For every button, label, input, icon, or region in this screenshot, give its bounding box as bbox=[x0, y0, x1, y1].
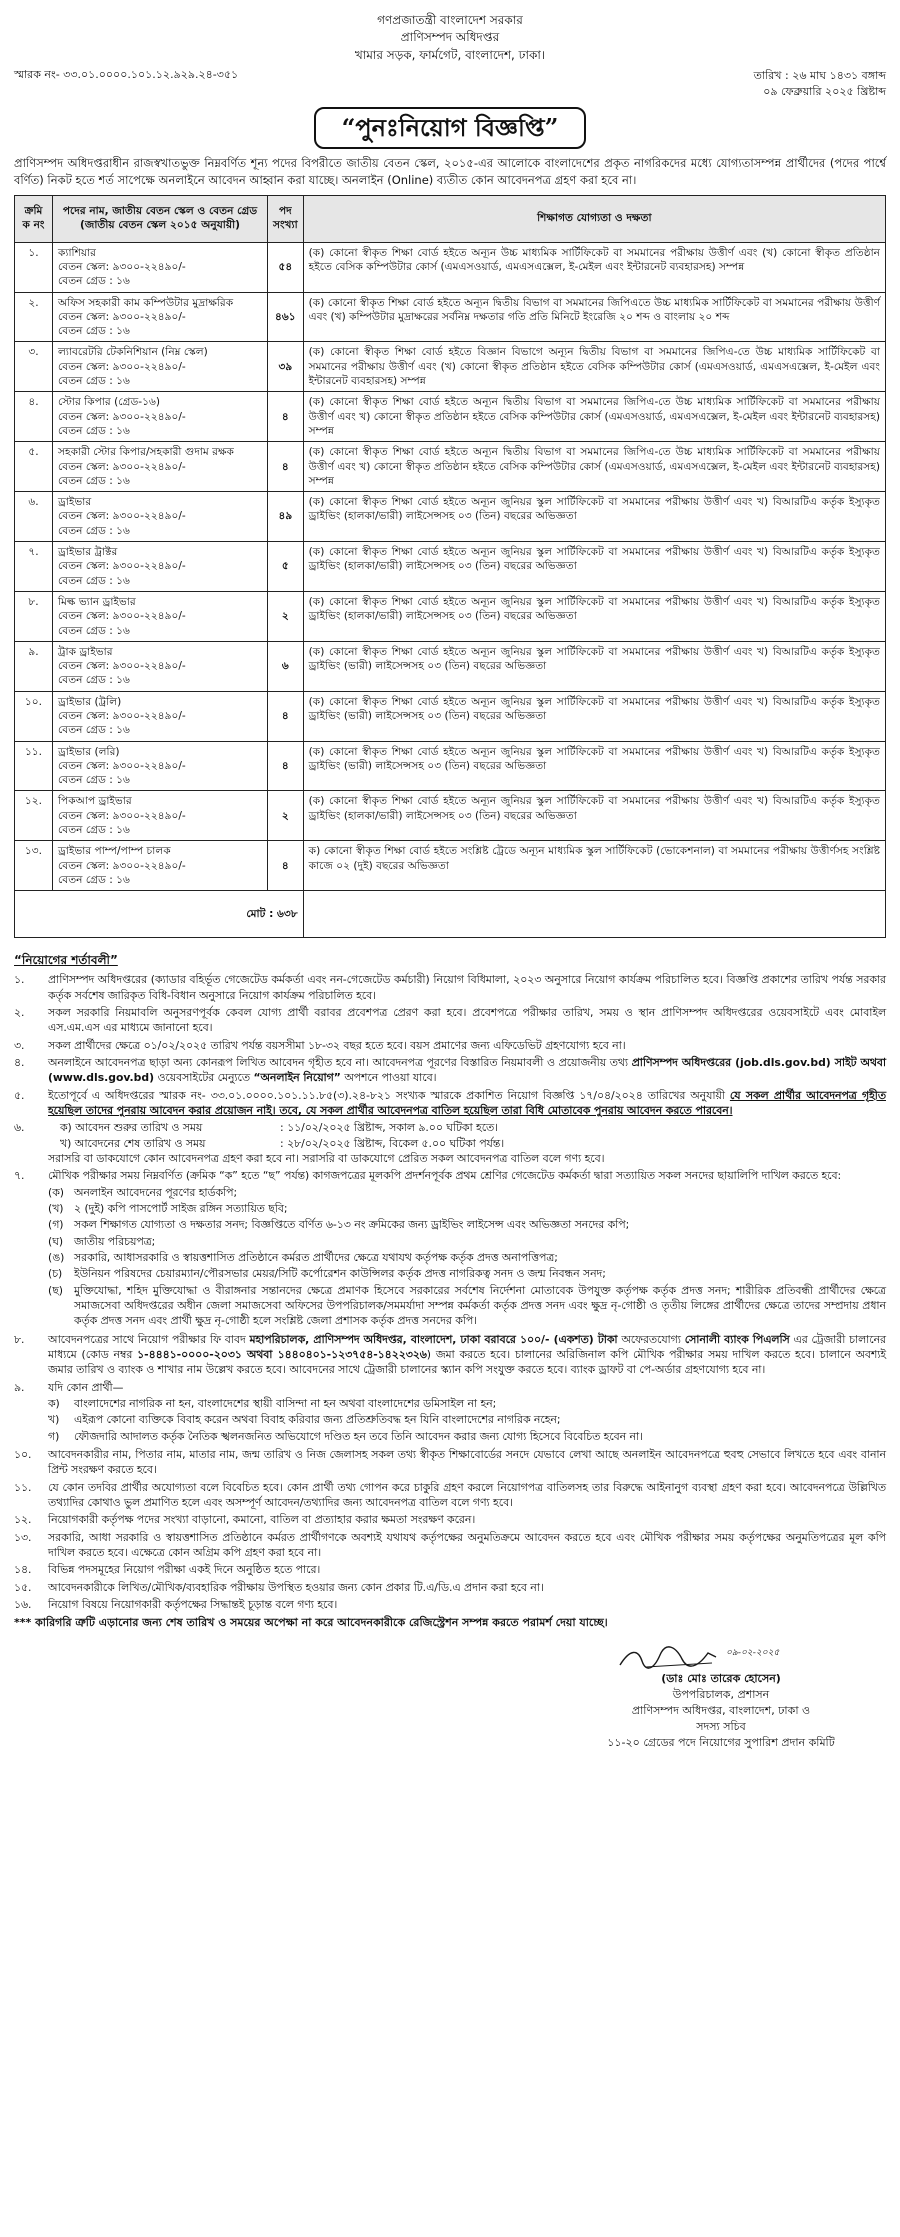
qualification: ক) কোনো স্বীকৃত শিক্ষা বোর্ড হইতে সংশ্লিষ্ট ট্রেডে অন্যূন মাধ্যমিক স্কুল সার্টিফিকেট (ভোকেশনাল) বা সমমানের পরীক্ষায় উত্তীর্ণসহ সংশ্লিষ্ট কাজে ০২ (দুই) বছরের অভিজ্ঞতা bbox=[303, 841, 885, 891]
registration-advice: *** কারিগরি ত্রুটি এড়ানোর জন্য শেষ তারিখ ও সময়ের অপেক্ষা না করে আবেদনকারীকে রেজিস্ট্রেশন সম্পন্ন করতে পরামর্শ দেয়া যাচ্ছে। bbox=[14, 1616, 608, 1630]
header-post: পদের নাম, জাতীয় বেতন স্কেল ও বেতন গ্রেড (জাতীয় বেতন স্কেল ২০১৫ অনুযায়ী) bbox=[53, 195, 268, 242]
total-empty-cell bbox=[303, 891, 885, 938]
pay-grade: বেতন গ্রেড : ১৬ bbox=[58, 824, 130, 837]
qualification: (ক) কোনো স্বীকৃত শিক্ষা বোর্ড হইতে অন্যূন দ্বিতীয় বিভাগ বা সমমানের জিপিএ-তে উচ্চ মাধ্যমিক সার্টিফিকেট বা সমমানের পরীক্ষায় উত্তীর্ণ এবং খ) কোনো স্বীকৃত প্রতিষ্ঠান হইতে বেসিক কম্পিউটার কোর্স (এমএসওয়ার্ড, এমএসএক্সেল, ই-মেইল এবং ইন্টারনেট ব্যবহারসহ) সম্পন্ন bbox=[303, 392, 885, 442]
row-post bbox=[53, 542, 268, 592]
memo-number: স্মারক নং- ৩৩.০১.০০০০.১০১.১২.৯২৯.২৪-৩৫১ bbox=[14, 68, 239, 82]
pay-scale: বেতন স্কেল: ৯৩০০-২২৪৯০/- bbox=[58, 510, 186, 523]
post-name: ড্রাইভার পাম্প/পাম্প চালক bbox=[58, 845, 171, 858]
date-gregorian: ০৯ ফেব্রুয়ারি ২০২৫ খ্রিষ্টাব্দ bbox=[763, 84, 886, 98]
post-name: ড্রাইভার (ট্রলি) bbox=[58, 695, 122, 708]
row-serial: ১. bbox=[15, 242, 53, 292]
pay-scale: বেতন স্কেল: ৯৩০০-২২৪৯০/- bbox=[58, 759, 186, 772]
post-count: ৪ bbox=[268, 392, 304, 442]
qualification: (ক) কোনো স্বীকৃত শিক্ষা বোর্ড হইতে অন্যূন জুনিয়র স্কুল সার্টিফিকেট বা সমমানের পরীক্ষায় উত্তীর্ণ এবং খ) বিআরটিএ কর্তৃক ইস্যুকৃত ড্রাইভিং (ভারী) লাইসেন্সসহ ০৩ (তিন) বছরের অভিজ্ঞতা bbox=[303, 691, 885, 741]
table-row bbox=[15, 641, 886, 691]
row-serial: ৫. bbox=[15, 442, 53, 492]
disqualification-list bbox=[48, 1396, 886, 1444]
list-item: (চ) ইউনিয়ন পরিষদের চেয়ারম্যান/পৌরসভার মেয়র/সিটি কর্পোরেশন কাউন্সিলর কর্তৃক প্রদত্ত নাগরিকত্ব সনদ ও জন্ম নিবন্ধন সনদ; bbox=[48, 1267, 606, 1281]
pay-scale: বেতন স্কেল: ৯৩০০-২২৪৯০/- bbox=[58, 809, 186, 822]
pay-grade: বেতন গ্রেড : ১৬ bbox=[58, 774, 130, 787]
table-row bbox=[15, 442, 886, 492]
pay-grade: বেতন গ্রেড : ১৬ bbox=[58, 574, 130, 587]
qualification: (ক) কোনো স্বীকৃত শিক্ষা বোর্ড হইতে অন্যূন উচ্চ মাধ্যমিক সার্টিফিকেট বা সমমানের পরীক্ষায় উত্তীর্ণ এবং (খ) কোনো স্বীকৃত প্রতিষ্ঠান হইতে বেসিক কম্পিউটার কোর্স (এমএসওয়ার্ড, এমএসএক্সেল, ই-মেইল এবং ইন্টারনেট ব্যবহারসহ) সম্পন্ন bbox=[303, 242, 885, 292]
table-row bbox=[15, 292, 886, 342]
table-row bbox=[15, 342, 886, 392]
table-row bbox=[15, 741, 886, 791]
row-serial: ১২. bbox=[15, 791, 53, 841]
pay-grade: বেতন গ্রেড : ১৬ bbox=[58, 724, 130, 737]
post-name: পিকআপ ড্রাইভার bbox=[58, 795, 132, 808]
condition-4: ৪. অনলাইনে আবেদনপত্র ছাড়া অন্য কোনরূপ লিখিত আবেদন গৃহীত হবে না। আবেদনপত্র পূরণের বিস্তারিত নিয়মাবলী ও প্রয়োজনীয় তথ্য প্রাণিসম্পদ অধিদপ্তরের (job.dls.gov.bd) সাইট অথবা (www.dls.gov.bd) ওয়েবসাইটের মেন্যুতে “অনলাইন নিয়োগ” অপশনে পাওয়া যাবে। bbox=[14, 1056, 887, 1085]
header-qualification: শিক্ষাগত যোগ্যতা ও দক্ষতা bbox=[303, 195, 885, 242]
date-bangla: তারিখ : ২৬ মাঘ ১৪৩১ বঙ্গাব্দ bbox=[753, 69, 886, 83]
qualification: (ক) কোনো স্বীকৃত শিক্ষা বোর্ড হইতে অন্যূন দ্বিতীয় বিভাগ বা সমমানের জিপিএ-তে উচ্চ মাধ্যমিক সার্টিফিকেট বা সমমানের পরীক্ষায় উত্তীর্ণ এবং খ) কোনো স্বীকৃত প্রতিষ্ঠান হইতে বেসিক কম্পিউটার কোর্স (এমএসওয়ার্ড, এমএসএক্সেল, ই-মেইল এবং ইন্টারনেট ব্যবহারসহ) সম্পন্ন bbox=[303, 442, 885, 492]
row-post bbox=[53, 492, 268, 542]
condition-5: ৫. ইতোপূর্বে এ অধিদপ্তরের স্মারক নং- ৩৩.০১.০০০০.১০১.১১.৮৫(৩).২৪-৮২১ সংখ্যক স্মারকে প্রকাশিত নিয়োগ বিজ্ঞপ্তি ১৭/০৪/২০২৪ তারিখের অনুযায়ী যে সকল প্রার্থীর আবেদনপত্র গৃহীত হয়েছিল তাদের পুনরায় আবেদন করার প্রয়োজন নাই। তবে, যে সকল প্রার্থীর আবেদনপত্র বাতিল হয়েছিল তারা বিধি মোতাবেক পুনরায় আবেদন করতে পারবেন। bbox=[14, 1088, 886, 1118]
pay-grade: বেতন গ্রেড : ১৬ bbox=[58, 474, 130, 487]
pay-grade: বেতন গ্রেড : ১৬ bbox=[58, 275, 130, 288]
pay-scale: বেতন স্কেল: ৯৩০০-২২৪৯০/- bbox=[58, 660, 186, 673]
list-item: (ঘ) জাতীয় পরিচয়পত্র; bbox=[48, 1234, 156, 1248]
condition-7: ৭. মৌখিক পরীক্ষার সময় নিম্নবর্ণিত (ক্রমিক “ক” হতে “ছ” পর্যন্ত) কাগজপত্রের মূলকপি প্রদর্শনপূর্বক প্রথম শ্রেণির গেজেটেড কর্মকর্তা দ্বারা সত্যায়িত সকল সনদের ছায়ালিপি দাখিল করতে হবে: (ক) অনলাইন আবেদনের পূরণের হার্ডকপি; (খ) ২ (দুই) কপি পাসপোর্ট সাইজ রঙ্গিন সত্যায়িত ছবি; (গ) সকল শিক্ষাগত যোগ্যতা ও দক্ষতার সনদ; বিজ্ঞপ্তিতে বর্ণিত ৬-১৩ নং ক্রমিকের জন্য ড্রাইভিং লাইসেন্স এবং অভিজ্ঞতা সনদের কপি; (ঘ) জাতীয় পরিচয়পত্র; (ঙ) সরকারি, আধাসরকারি ও স্বায়ত্তশাসিত প্রতিষ্ঠানে কর্মরত প্রার্থীদের ক্ষেত্রে যথাযথ কর্তৃপক্ষ কর্তৃক প্রদত্ত অনাপত্তিপত্র; (চ) ইউনিয়ন পরিষদের চেয়ারম্যান/পৌরসভার মেয়র/সিটি কর্পোরেশন কাউন্সিলর কর্তৃক প্রদত্ত নাগরিকত্ব সনদ ও জন্ম নিবন্ধন সনদ; (ছ) মুক্তিযোদ্ধা, শহিদ মুক্তিযোদ্ধা ও বীরাঙ্গনার সন্তানদের ক্ষেত্রে প্রমাণক হিসেবে সরকারের সর্বশেষ নির্দেশনা মোতাবেক উপযুক্ত কর্তৃপক্ষ কর্তৃক প্রদত্ত সনদ; শারীরিক প্রতিবন্ধী প্রার্থীদের ক্ষেত্রে সমাজসেবা অধিদপ্তরের অধীন জেলা সমাজসেবা অফিসের উপপরিচালক/সমমর্যাদা সম্পন্ন কর্মকর্তা কর্তৃক প্রদত্ত সনদ এবং ক্ষুদ্র নৃ-গোষ্ঠী ও তৃতীয় লিঙ্গের প্রার্থীদের ক্ষেত্রে তাদের সম্প্রদায় প্রধান কর্তৃক প্রদত্ত সনদ এবং প্রার্থী ক্ষুদ্র নৃ-গোষ্ঠী হলে সংশ্লিষ্ট জেলা প্রশাসক কর্তৃক প্রদত্ত সনদের কপি। bbox=[14, 1169, 886, 1328]
row-post bbox=[53, 791, 268, 841]
post-name: স্টোর কিপার (গ্রেড-১৬) bbox=[58, 396, 160, 409]
condition-16: ১৬. নিয়োগ বিষয়ে নিয়োগকারী কর্তৃপক্ষের সিদ্ধান্তই চূড়ান্ত বলে গণ্য হবে। bbox=[14, 1597, 338, 1611]
table-row bbox=[15, 492, 886, 542]
condition-1: ১. প্রাণিসম্পদ অধিদপ্তরের (ক্যাডার বহির্ভূত গেজেটেড কর্মকর্তা এবং নন-গেজেটেড কর্মচারী) নিয়োগ বিধিমালা, ২০২৩ অনুসারে নিয়োগ কার্যক্রম পরিচালিত হবে। বিজ্ঞপ্তি প্রকাশের তারিখ পর্যন্ত সরকার কর্তৃক সর্বশেষ জারিকৃত বিধি-বিধান অনুসারে নিয়োগ কার্যক্রম পরিচালিত হবে। bbox=[14, 973, 886, 1002]
signature-block bbox=[556, 1643, 886, 1751]
conditions-list bbox=[14, 972, 886, 1630]
row-serial: ৭. bbox=[15, 542, 53, 592]
list-item: (গ) সকল শিক্ষাগত যোগ্যতা ও দক্ষতার সনদ; বিজ্ঞপ্তিতে বর্ণিত ৬-১৩ নং ক্রমিকের জন্য ড্রাইভিং লাইসেন্স এবং অভিজ্ঞতা সনদের কপি; bbox=[48, 1218, 630, 1232]
row-serial: ৪. bbox=[15, 392, 53, 442]
signature-date: ০৯-০২-২০২৫ bbox=[726, 1647, 780, 1658]
condition-10: ১০. আবেদনকারীর নাম, পিতার নাম, মাতার নাম, জন্ম তারিখ ও নিজ জেলাসহ সকল তথ্য স্বীকৃত শিক্ষাবোর্ডের সনদে যেভাবে লেখা আছে অনলাইন আবেদনপত্রে হুবহু সেভাবে লিখতে হবে এবং বানান প্রিন্ট সংরক্ষণ করতে হবে। bbox=[14, 1447, 886, 1477]
post-name: ল্যাবরেটরি টেকনিশিয়ান (নিম্ন স্কেল) bbox=[58, 346, 208, 359]
department-address: খামার সড়ক, ফার্মগেট, বাংলাদেশ, ঢাকা। bbox=[354, 47, 546, 62]
post-count: ২ bbox=[268, 591, 304, 641]
pay-grade: বেতন গ্রেড : ১৬ bbox=[58, 424, 130, 437]
qualification: (ক) কোনো স্বীকৃত শিক্ষা বোর্ড হইতে অন্যূন জুনিয়র স্কুল সার্টিফিকেট বা সমমানের পরীক্ষায় উত্তীর্ণ এবং খ) বিআরটিএ কর্তৃক ইস্যুকৃত ড্রাইভিং (হালকা/ভারী) লাইসেন্সসহ ০৩ (তিন) বছরের অভিজ্ঞতা bbox=[303, 791, 885, 841]
row-serial: ৮. bbox=[15, 591, 53, 641]
post-name: অফিস সহকারী কাম কম্পিউটার মুদ্রাক্ষরিক bbox=[58, 296, 234, 309]
dls-website-link[interactable]: প্রাণিসম্পদ অধিদপ্তরের (job.dls.gov.bd) সাইট অথবা (www.dls.gov.bd) bbox=[48, 1056, 887, 1085]
post-name: ক্যাশিয়ার bbox=[58, 246, 96, 259]
post-count: ৪ bbox=[268, 691, 304, 741]
row-post bbox=[53, 392, 268, 442]
signatory-office: প্রাণিসম্পদ অধিদপ্তর, বাংলাদেশ, ঢাকা ও bbox=[631, 1703, 811, 1717]
row-serial: ৬. bbox=[15, 492, 53, 542]
application-dates bbox=[60, 1120, 886, 1151]
signatory-designation: উপপরিচালক, প্রশাসন bbox=[672, 1687, 770, 1701]
post-count: ৪ bbox=[268, 741, 304, 791]
list-item: (ক) অনলাইন আবেদনের পূরণের হার্ডকপি; bbox=[48, 1185, 238, 1199]
condition-8: ৮. আবেদনপত্রের সাথে নিয়োগ পরীক্ষার ফি বাবদ মহাপরিচালক, প্রাণিসম্পদ অধিদপ্তর, বাংলাদেশ, ঢাকা বরাবরে ১০০/- (একশত) টাকা অফেরতযোগ্য সোনালী ব্যাংক পিএলসি এর ট্রেজারী চালানের মাধ্যমে (কোড নম্বর ১-৪৪৪১-০০০০-২০৩১ অথবা ১৪৪০৪০১-১২৩৭৫৪-১৪২২৩২৬) জমা করতে হবে। চালানের অরিজিনাল কপি মৌখিক পরীক্ষার সময় দাখিল করতে হবে। চালানে অবশ্যই জমার তারিখ ও ব্যাংক ও শাখার নাম উল্লেখ করতে হবে। আবেদনের সাথে ট্রেজারী চালানের স্ক্যান কপি সংযুক্ত করতে হবে। ব্যাংক ড্রাফট বা পে-অর্ডার গ্রহণযোগ্য হবে না। bbox=[14, 1332, 886, 1377]
govt-name: গণপ্রজাতন্ত্রী বাংলাদেশ সরকার bbox=[377, 13, 523, 27]
post-count: ৪ bbox=[268, 841, 304, 891]
condition-13: ১৩. সরকারি, আধা সরকারি ও স্বায়ত্তশাসিত প্রতিষ্ঠানে কর্মরত প্রার্থীগণকে অবশ্যই যথাযথ কর্তৃপক্ষের অনুমতিক্রমে আবেদন করতে হবে এবং মৌখিক পরীক্ষার সময় কর্তৃপক্ষের অনুমতিপত্রের মূল কপি দাখিল করতে হবে। এক্ষেত্রে কোন অগ্রিম কপি গ্রহণ করা হবে না। bbox=[14, 1530, 886, 1559]
qualification: (ক) কোনো স্বীকৃত শিক্ষা বোর্ড হইতে বিজ্ঞান বিভাগে অন্যূন দ্বিতীয় বিভাগ বা সমমানের জিপিএ-তে উচ্চ মাধ্যমিক সার্টিফিকেট বা সমমানের পরীক্ষায় উত্তীর্ণ এবং (খ) কোনো স্বীকৃত প্রতিষ্ঠান হইতে বেসিক কম্পিউটার কোর্স (এমএসওয়ার্ড, এমএসএক্সেল, ই-মেইল এবং ইন্টারনেট ব্যবহারসহ) সম্পন্ন bbox=[303, 342, 885, 392]
list-item: ক) বাংলাদেশের নাগরিক না হন, বাংলাদেশের স্থায়ী বাসিন্দা না হন অথবা বাংলাদেশের ডমিসাইল না হন; bbox=[48, 1396, 497, 1410]
list-item: খ) এইরূপ কোনো ব্যক্তিকে বিবাহ করেন অথবা বিবাহ করিবার জন্য প্রতিশ্রুতিবদ্ধ হন যিনি বাংলাদেশের নাগরিক নহেন; bbox=[48, 1413, 561, 1427]
list-item: (খ) ২ (দুই) কপি পাসপোর্ট সাইজ রঙ্গিন সত্যায়িত ছবি; bbox=[48, 1202, 288, 1216]
row-post bbox=[53, 342, 268, 392]
qualification: (ক) কোনো স্বীকৃত শিক্ষা বোর্ড হইতে অন্যূন দ্বিতীয় বিভাগ বা সমমানের জিপিএতে উচ্চ মাধ্যমিক সার্টিফিকেট বা সমমানের পরীক্ষায় উত্তীর্ণ এবং (খ) কম্পিউটার মুদ্রাক্ষরের সর্বনিম্ন দক্ষতার গতি প্রতি মিনিটে ইংরেজি ২০ শব্দ ও বাংলায় ২০ শব্দ bbox=[303, 292, 885, 342]
list-item: (ঙ) সরকারি, আধাসরকারি ও স্বায়ত্তশাসিত প্রতিষ্ঠানে কর্মরত প্রার্থীদের ক্ষেত্রে যথাযথ কর্তৃপক্ষ কর্তৃক প্রদত্ত অনাপত্তিপত্র; bbox=[48, 1251, 558, 1265]
application-start: ক) আবেদন শুরুর তারিখ ও সময় : ১১/০২/২০২৫ খ্রিষ্টাব্দ, সকাল ৯.০০ ঘটিকা হতে। bbox=[60, 1121, 498, 1135]
conditions-title: “নিয়োগের শর্তাবলী” bbox=[14, 953, 118, 968]
pay-grade: বেতন গ্রেড : ১৬ bbox=[58, 375, 130, 388]
qualification: (ক) কোনো স্বীকৃত শিক্ষা বোর্ড হইতে অন্যূন জুনিয়র স্কুল সার্টিফিকেট বা সমমানের পরীক্ষায় উত্তীর্ণ এবং খ) বিআরটিএ কর্তৃক ইস্যুকৃত ড্রাইভিং (ভারী) লাইসেন্সসহ ০৩ (তিন) বছরের অভিজ্ঞতা bbox=[303, 641, 885, 691]
condition-12: ১২. নিয়োগকারী কর্তৃপক্ষ পদের সংখ্যা বাড়ানো, কমানো, বাতিল বা প্রত্যাহার করার ক্ষমতা সংরক্ষণ করেন। bbox=[14, 1513, 476, 1527]
post-name: মিল্ক ভ্যান ড্রাইভার bbox=[58, 595, 136, 608]
signature bbox=[556, 1643, 886, 1671]
vacancy-rows bbox=[15, 242, 886, 891]
row-post bbox=[53, 691, 268, 741]
pay-scale: বেতন স্কেল: ৯৩০০-২২৪৯০/- bbox=[58, 410, 186, 423]
pay-grade: বেতন গ্রেড : ১৬ bbox=[58, 325, 130, 338]
department-name: প্রাণিসম্পদ অধিদপ্তর bbox=[400, 30, 500, 45]
header-count: পদ সংখ্যা bbox=[268, 195, 304, 242]
qualification: (ক) কোনো স্বীকৃত শিক্ষা বোর্ড হইতে অন্যূন জুনিয়র স্কুল সার্টিফিকেট বা সমমানের পরীক্ষায় উত্তীর্ণ এবং খ) বিআরটিএ কর্তৃক ইস্যুকৃত ড্রাইভিং (ভারী) লাইসেন্সসহ ০৩ (তিন) বছরের অভিজ্ঞতা bbox=[303, 741, 885, 791]
row-serial: ১৩. bbox=[15, 841, 53, 891]
reference-row bbox=[14, 68, 886, 99]
post-name: ট্রাক ড্রাইভার bbox=[58, 645, 113, 658]
pay-grade: বেতন গ্রেড : ১৬ bbox=[58, 674, 130, 687]
row-post bbox=[53, 292, 268, 342]
post-name: ড্রাইভার (লরি) bbox=[58, 745, 120, 758]
row-post bbox=[53, 641, 268, 691]
row-post bbox=[53, 591, 268, 641]
pay-grade: বেতন গ্রেড : ১৬ bbox=[58, 624, 130, 637]
pay-scale: বেতন স্কেল: ৯৩০০-২২৪৯০/- bbox=[58, 260, 186, 273]
row-serial: ২. bbox=[15, 292, 53, 342]
qualification: (ক) কোনো স্বীকৃত শিক্ষা বোর্ড হইতে অন্যূন জুনিয়র স্কুল সার্টিফিকেট বা সমমানের পরীক্ষায় উত্তীর্ণ এবং খ) বিআরটিএ কর্তৃক ইস্যুকৃত ড্রাইভিং (হালকা/ভারী) লাইসেন্সসহ ০৩ (তিন) বছরের অভিজ্ঞতা bbox=[303, 542, 885, 592]
list-item: (ছ) মুক্তিযোদ্ধা, শহিদ মুক্তিযোদ্ধা ও বীরাঙ্গনার সন্তানদের ক্ষেত্রে প্রমাণক হিসেবে সরকারের সর্বশেষ নির্দেশনা মোতাবেক উপযুক্ত কর্তৃপক্ষ কর্তৃক প্রদত্ত সনদ; শারীরিক প্রতিবন্ধী প্রার্থীদের ক্ষেত্রে সমাজসেবা অধিদপ্তরের অধীন জেলা সমাজসেবা অফিসের উপপরিচালক/সমমর্যাদা সম্পন্ন কর্মকর্তা কর্তৃক প্রদত্ত সনদ এবং ক্ষুদ্র নৃ-গোষ্ঠী ও তৃতীয় লিঙ্গের প্রার্থীদের ক্ষেত্রে তাদের সম্প্রদায় প্রধান কর্তৃক প্রদত্ত সনদ এবং প্রার্থী ক্ষুদ্র নৃ-গোষ্ঠী হলে সংশ্লিষ্ট জেলা প্রশাসক কর্তৃক প্রদত্ত সনদের কপি। bbox=[48, 1283, 886, 1328]
pay-scale: বেতন স্কেল: ৯৩০০-২২৪৯০/- bbox=[58, 859, 186, 872]
header-serial: ক্রমি ক নং bbox=[15, 195, 53, 242]
table-row bbox=[15, 841, 886, 891]
pay-scale: বেতন স্কেল: ৯৩০০-২২৪৯০/- bbox=[58, 460, 186, 473]
post-count: ৫৪ bbox=[268, 242, 304, 292]
condition-14: ১৪. বিভিন্ন পদসমূহের নিয়োগ পরীক্ষা একই দিনে অনুষ্ঠিত হতে পারে। bbox=[14, 1563, 321, 1577]
pay-grade: বেতন গ্রেড : ১৬ bbox=[58, 524, 130, 537]
letterhead bbox=[14, 12, 886, 64]
condition-9: ৯. যদি কোন প্রার্থী— ক) বাংলাদেশের নাগরিক না হন, বাংলাদেশের স্থায়ী বাসিন্দা না হন অথবা বাংলাদেশের ডমিসাইল না হন; খ) এইরূপ কোনো ব্যক্তিকে বিবাহ করেন অথবা বিবাহ করিবার জন্য প্রতিশ্রুতিবদ্ধ হন যিনি বাংলাদেশের নাগরিক নহেন; গ) ফৌজদারি আদালত কর্তৃক নৈতিক স্খলনজনিত অভিযোগে দণ্ডিত হন তবে তিনি আবেদন করার জন্য যোগ্য হিসেবে বিবেচিত হবেন না। bbox=[14, 1380, 886, 1445]
signature-area bbox=[14, 1643, 886, 1751]
application-end: খ) আবেদনের শেষ তারিখ ও সময় : ২৮/০২/২০২৫ খ্রিষ্টাব্দ, বিকেল ৫.০০ ঘটিকা পর্যন্ত। bbox=[60, 1136, 505, 1150]
post-count: ৪ bbox=[268, 442, 304, 492]
row-post bbox=[53, 741, 268, 791]
documents-list bbox=[48, 1185, 886, 1329]
post-count: ৪৬১ bbox=[268, 292, 304, 342]
condition-11: ১১. যে কোন তদবির প্রার্থীর অযোগ্যতা বলে বিবেচিত হবে। কোন প্রার্থী তথ্য গোপন করে চাকুরি গ্রহণ করলে নিয়োগপত্র বাতিলসহ তার বিরুদ্ধে আইনানুগ ব্যবস্থা গ্রহণ করা হবে। আবেদনপত্রে উল্লিখিত তথ্যাদির কোথাও ভুল প্রমাণিত হলে এবং অসম্পূর্ণ আবেদন/তথ্যাদির জন্য আবেদনপত্র বাতিল বলে গণ্য হবে। bbox=[14, 1480, 886, 1509]
signatory-name: (ডাঃ মোঃ তারেক হোসেন) bbox=[661, 1671, 781, 1685]
post-count: ৪৯ bbox=[268, 492, 304, 542]
treasury-code: ১-৪৪৪১-০০০০-২০৩১ অথবা ১৪৪০৪০১-১২৩৭৫৪-১৪২২৩২৬ bbox=[137, 1348, 427, 1361]
condition-3: ৩. সকল প্রার্থীদের ক্ষেত্রে ০১/০২/২০২৫ তারিখ পর্যন্ত বয়সসীমা ১৮-৩২ বছর হতে হবে। বয়স প্রমাণের জন্য এফিডেভিট গ্রহণযোগ্য হবে না। bbox=[14, 1038, 626, 1052]
qualification: (ক) কোনো স্বীকৃত শিক্ষা বোর্ড হইতে অন্যূন জুনিয়র স্কুল সার্টিফিকেট বা সমমানের পরীক্ষায় উত্তীর্ণ এবং খ) বিআরটিএ কর্তৃক ইস্যুকৃত ড্রাইভিং (হালকা/ভারী) লাইসেন্সসহ ০৩ (তিন) বছরের অভিজ্ঞতা bbox=[303, 492, 885, 542]
post-count: ৬ bbox=[268, 641, 304, 691]
title-wrap bbox=[14, 107, 886, 149]
row-post bbox=[53, 242, 268, 292]
table-row bbox=[15, 392, 886, 442]
pay-scale: বেতন স্কেল: ৯৩০০-২২৪৯০/- bbox=[58, 560, 186, 573]
row-post bbox=[53, 841, 268, 891]
table-row bbox=[15, 542, 886, 592]
post-count: ৩৯ bbox=[268, 342, 304, 392]
list-item: গ) ফৌজদারি আদালত কর্তৃক নৈতিক স্খলনজনিত অভিযোগে দণ্ডিত হন তবে তিনি আবেদন করার জন্য যোগ্য হিসেবে বিবেচিত হবেন না। bbox=[48, 1429, 643, 1443]
intro-paragraph: প্রাণিসম্পদ অধিদপ্তরাধীন রাজস্বখাতভুক্ত নিম্নবর্ণিত শূন্য পদের বিপরীতে জাতীয় বেতন স্কেল, ২০১৫-এর আলোকে বাংলাদেশের প্রকৃত নাগরিকদের মধ্যে যোগ্যতাসম্পন্ন প্রার্থীদের (পদের পার্শ্বে বর্ণিত) নিকট হতে শর্ত সাপেক্ষে অনলাইনে আবেদন আহ্বান করা যাচ্ছে। অনলাইন (Online) ব্যতীত কোন আবেদনপত্র গ্রহণ করা হবে না। bbox=[14, 156, 886, 188]
table-row bbox=[15, 791, 886, 841]
post-name: ড্রাইভার ট্রাক্টর bbox=[58, 546, 118, 559]
table-row bbox=[15, 242, 886, 292]
application-mode-note: সরাসরি বা ডাকযোগে কোন আবেদনপত্র গ্রহণ করা হবে না। সরাসরি বা ডাকযোগে প্রেরিত সকল আবেদনপত্র বাতিল বলে গণ্য হবে। bbox=[48, 1152, 605, 1166]
signatory-committee: ১১-২০ গ্রেডের পদে নিয়োগের সুপারিশ প্রদান কমিটি bbox=[607, 1735, 835, 1749]
signatory-role: সদস্য সচিব bbox=[696, 1719, 746, 1733]
table-header-row bbox=[15, 195, 886, 242]
table-row bbox=[15, 591, 886, 641]
row-post bbox=[53, 442, 268, 492]
qualification: (ক) কোনো স্বীকৃত শিক্ষা বোর্ড হইতে অন্যূন জুনিয়র স্কুল সার্টিফিকেট বা সমমানের পরীক্ষায় উত্তীর্ণ এবং খ) বিআরটিএ কর্তৃক ইস্যুকৃত ড্রাইভিং (হালকা/ভারী) লাইসেন্সসহ ০৩ (তিন) বছরের অভিজ্ঞতা bbox=[303, 591, 885, 641]
date-block bbox=[754, 68, 886, 99]
total-cell: মোট : ৬৩৮ bbox=[15, 891, 304, 938]
condition-6: ৬. ক) আবেদন শুরুর তারিখ ও সময় : ১১/০২/২০২৫ খ্রিষ্টাব্দ, সকাল ৯.০০ ঘটিকা হতে। খ) আবেদনের শেষ তারিখ ও সময় : ২৮/০২/২০২৫ খ্রিষ্টাব্দ, বিকেল ৫.০০ ঘটিকা পর্যন্ত। সরাসরি বা ডাকযোগে কোন আবেদনপত্র গ্রহণ করা হবে না। সরাসরি বা ডাকযোগে প্রেরিত সকল আবেদনপত্র বাতিল বলে গণ্য হবে। bbox=[14, 1120, 886, 1166]
online-recruitment-menu: “অনলাইন নিয়োগ” bbox=[253, 1071, 341, 1085]
post-count: ২ bbox=[268, 791, 304, 841]
row-serial: ৯. bbox=[15, 641, 53, 691]
pay-grade: বেতন গ্রেড : ১৬ bbox=[58, 873, 130, 886]
pay-scale: বেতন স্কেল: ৯৩০০-২২৪৯০/- bbox=[58, 710, 186, 722]
row-serial: ১০. bbox=[15, 691, 53, 741]
post-name: সহকারী স্টোর কিপার/সহকারী গুদাম রক্ষক bbox=[58, 446, 234, 459]
table-row bbox=[15, 691, 886, 741]
condition-2: ২. সকল সরকারি নিয়মাবলি অনুসরণপূর্বক কেবল যোগ্য প্রার্থী বরাবর প্রবেশপত্র প্রেরণ করা হবে। প্রবেশপত্রে পরীক্ষার তারিখ, সময় ও স্থান প্রাণিসম্পদ অধিদপ্তরের ওয়েবসাইটে এবং মোবাইল এস.এম.এস এর মাধ্যমে জানানো হবে। bbox=[14, 1006, 886, 1035]
post-count: ৫ bbox=[268, 542, 304, 592]
post-name: ড্রাইভার bbox=[58, 496, 92, 509]
vacancy-table bbox=[14, 195, 886, 939]
notice-title: “পুনঃনিয়োগ বিজ্ঞপ্তি” bbox=[314, 107, 587, 149]
pay-scale: বেতন স্কেল: ৯৩০০-২২৪৯০/- bbox=[58, 610, 186, 623]
pay-scale: বেতন স্কেল: ৯৩০০-২২৪৯০/- bbox=[58, 360, 186, 373]
total-row bbox=[15, 891, 886, 938]
row-serial: ১১. bbox=[15, 741, 53, 791]
condition-15: ১৫. আবেদনকারীকে লিখিত/মৌখিক/ব্যবহারিক পরীক্ষায় উপস্থিত হওয়ার জন্য কোন প্রকার টি.এ/ডি.এ প্রদান করা হবে না। bbox=[14, 1580, 544, 1594]
pay-scale: বেতন স্কেল: ৯৩০০-২২৪৯০/- bbox=[58, 310, 186, 323]
row-serial: ৩. bbox=[15, 342, 53, 392]
